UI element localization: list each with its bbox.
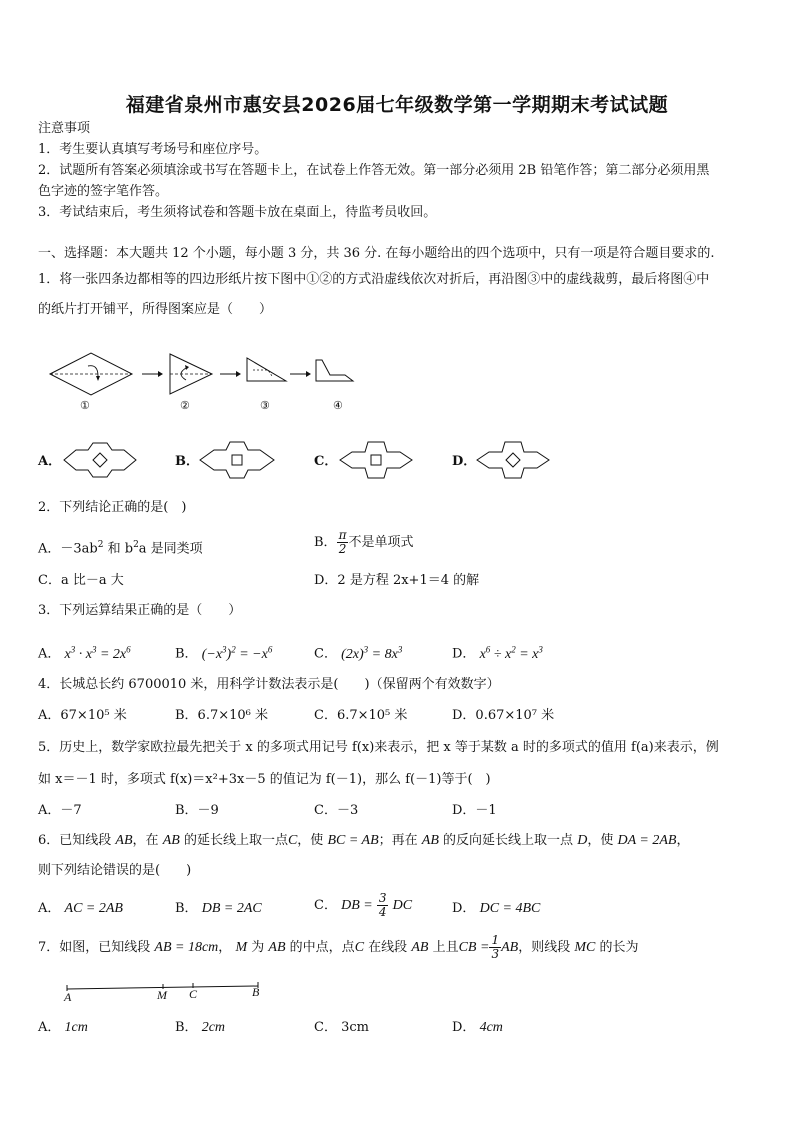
q2-stem: 2．下列结论正确的是( ) — [38, 500, 187, 515]
q3-option-c: C． $(2x)^3 = 8x^3$ — [314, 644, 403, 662]
point-a-label: A — [64, 990, 72, 1004]
q2-option-b: B． $\frac{\pi}{2}$ 不是单项式 — [314, 528, 414, 556]
notice-item-2: 2．试题所有答案必须填涂或书写在答题卡上，在试卷上作答无效。第一部分必须用 2B 铅笔作答；第二部分必须用黑 — [38, 163, 710, 178]
q2-option-c: C．a 比－a 大 — [38, 573, 124, 588]
q4-option-c: C．6.7×10⁵ 米 — [314, 708, 408, 723]
q4-option-a: A．67×10⁵ 米 — [38, 708, 127, 723]
pi-over-2-fraction: $\frac{\pi}{2}$ — [338, 528, 347, 556]
q1-stem-line1: 1．将一张四条边都相等的四边形纸片按下图中①②的方式沿虚线依次对折后，再沿图③中的虚线裁剪，最后将图④中 — [38, 272, 710, 287]
page-title: 福建省泉州市惠安县2026届七年级数学第一学期期末考试试题 — [125, 94, 669, 116]
q1-option-b-label: B． — [175, 454, 199, 469]
q7-option-c: C． 3cm — [314, 1020, 369, 1035]
q1-option-d-figure — [475, 440, 551, 480]
q3-option-d: D． $x^6 \div x^2 = x^3$ — [452, 644, 543, 662]
q6-stem-line1: 6．已知线段 AB，在 AB 的延长线上取一点C，使 BC = AB；再在 AB 的反向延长线上取一点 D，使 DA = 2AB， — [38, 833, 690, 848]
q2-option-d: D．2 是方程 2x+1＝4 的解 — [314, 573, 480, 588]
q7-option-d: D． 4cm — [452, 1020, 503, 1035]
fig-label-4: ④ — [333, 399, 343, 412]
q4-option-d: D．0.67×10⁷ 米 — [452, 708, 555, 723]
q1-option-a-label: A． — [38, 454, 62, 469]
q5-stem-line2: 如 x＝－1 时，多项式 f(x)＝x²+3x－5 的值记为 f(－1)，那么 f(－1)等于( ) — [38, 772, 491, 787]
q5-option-d: D．－1 — [452, 803, 497, 818]
q3-stem: 3．下列运算结果正确的是（ ） — [38, 603, 242, 618]
q6-option-a: A． AC = 2AB — [38, 901, 123, 916]
q7-option-b: B． 2cm — [175, 1020, 226, 1035]
q2-option-a: A．$-3ab^2$ 和 $b^2a$ 是同类项 — [38, 540, 203, 557]
q5-option-b: B．－9 — [175, 803, 219, 818]
q7-option-a: A． 1cm — [38, 1020, 88, 1035]
q1-stem-line2: 的纸片打开铺平，所得图案应是（ ） — [38, 302, 273, 317]
notice-item-3: 3．考试结束后，考生须将试卷和答题卡放在桌面上，待监考员收回。 — [38, 205, 437, 220]
q3-option-b: B． $(-x^3)^2 = -x^6$ — [175, 644, 273, 662]
point-b-label: B — [252, 985, 260, 999]
notice-item-1: 1．考生要认真填写考场号和座位序号。 — [38, 142, 268, 157]
q4-option-b: B．6.7×10⁶ 米 — [175, 708, 269, 723]
fig-label-3: ③ — [260, 399, 270, 412]
point-c-label: C — [189, 987, 198, 1001]
q6-option-c: C． DB = $\frac{3}{4}$ DC — [314, 891, 413, 919]
q1-option-c-label: C． — [314, 454, 338, 469]
q5-option-c: C．－3 — [314, 803, 359, 818]
notice-heading: 注意事项 — [38, 121, 91, 136]
q3-option-a: A． $x^3 \cdot x^3 = 2x^6$ — [38, 644, 131, 662]
fig-label-2: ② — [180, 399, 190, 412]
q5-stem-line1: 5．历史上，数学家欧拉最先把关于 x 的多项式用记号 f(x)来表示，把 x 等于某数 a 时的多项式的值用 f(a)来表示，例 — [38, 740, 719, 755]
q6-option-b: B． DB = 2AC — [175, 901, 262, 916]
fig-label-1: ① — [80, 399, 90, 412]
q1-option-a-figure — [62, 440, 138, 480]
q6-option-d: D． DC = 4BC — [452, 901, 541, 916]
q1-option-c-figure — [338, 440, 414, 480]
notice-item-2-cont: 色字迹的签字笔作答。 — [38, 184, 169, 199]
q7-stem: 7．如图，已知线段 AB = 18cm， M 为 AB 的中点，点C 在线段 AB 上且CB = $\frac{1}{3}$ AB，则线段 MC 的长为 — [38, 933, 639, 961]
q5-option-a: A．－7 — [38, 803, 82, 818]
q1-option-b-figure — [198, 440, 276, 480]
q6-stem-line2: 则下列结论错误的是( ) — [38, 863, 192, 878]
q1-option-d-label: D． — [452, 454, 477, 469]
q4-stem: 4．长城总长约 6700010 米，用科学计数法表示是( )（保留两个有效数字） — [38, 677, 500, 692]
section-heading: 一、选择题：本大题共 12 个小题，每小题 3 分，共 36 分. 在每小题给出的四个选项中，只有一项是符合题目要求的. — [38, 246, 715, 261]
point-m-label: M — [157, 988, 167, 1002]
